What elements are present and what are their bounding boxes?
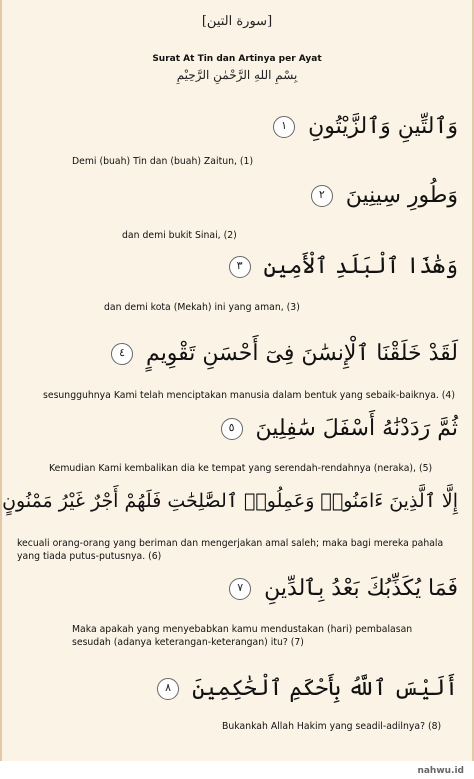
verse-number-marker: ٣ bbox=[229, 256, 251, 278]
verse-2-text: وَطُورِ سِينِينَ bbox=[345, 183, 458, 208]
verse-3-text: وَهَٰذَا ٱلْبَلَدِ ٱلْأَمِينِ bbox=[263, 254, 458, 279]
verse-number-marker: ٢ bbox=[311, 185, 333, 207]
page-subtitle: Surat At Tin dan Artinya per Ayat bbox=[152, 54, 322, 64]
brand-watermark: nahwu.id bbox=[417, 766, 464, 776]
verse-8-arabic bbox=[62, 676, 458, 701]
verse-4-arabic bbox=[62, 341, 458, 366]
verse-8-translation: Bukankah Allah Hakim yang seadil-adilnya? (8) bbox=[222, 721, 442, 732]
verse-6-text: إِلَّا ٱلَّذِينَ ءَامَنُوا۟ وَعَمِلُوا۟ ٱلصَّٰلِحَٰتِ فَلَهُمْ أَجْرٌ غَيْرُ مَمْنُونٍ bbox=[2, 490, 458, 512]
verse-1-translation: Demi (buah) Tin dan (buah) Zaitun, (1) bbox=[72, 156, 254, 167]
verse-7-text: فَمَا يُكَذِّبُكَ بَعْدُ بِٱلدِّينِ bbox=[264, 576, 458, 601]
verse-number-marker: ٤ bbox=[111, 343, 133, 365]
verse-8-text: أَلَيْسَ ٱللَّهُ بِأَحْكَمِ ٱلْحَٰكِمِينَ bbox=[192, 676, 458, 701]
verse-5-translation: Kemudian Kami kembalikan dia ke tempat yang serendah-rendahnya (neraka), (5) bbox=[49, 463, 433, 474]
verse-6-arabic bbox=[2, 490, 458, 513]
basmalah: بِسْمِ اللهِ الرَّحْمٰنِ الرَّحِيْمِ bbox=[176, 68, 298, 82]
verse-5-text: ثُمَّ رَدَدْنَٰهُ أَسْفَلَ سَٰفِلِينَ bbox=[255, 416, 458, 441]
verse-1-text: وَٱلتِّينِ وَٱلزَّيْتُونِ bbox=[308, 114, 458, 139]
verse-7-arabic bbox=[62, 576, 458, 601]
verse-1-arabic bbox=[62, 114, 458, 139]
verse-number-marker: ٧ bbox=[229, 578, 251, 600]
verse-3-arabic bbox=[62, 254, 458, 279]
footer-bar bbox=[0, 761, 474, 779]
verse-4-text: لَقَدْ خَلَقْنَا ٱلْإِنسَٰنَ فِىٓ أَحْسَنِ تَقْوِيمٍ bbox=[146, 341, 458, 366]
verse-number-marker: ٥ bbox=[221, 418, 243, 440]
verse-3-translation: dan demi kota (Mekah) ini yang aman, (3) bbox=[104, 302, 300, 313]
verse-2-arabic bbox=[62, 183, 458, 208]
verse-6-translation: kecuali orang-orang yang beriman dan mengerjakan amal saleh; maka bagi mereka pahala yang tiada putus-putusnya. (6) bbox=[17, 538, 444, 562]
verse-number-marker: ٨ bbox=[157, 678, 179, 700]
surah-arabic-title: [سورة التين] bbox=[201, 14, 273, 29]
verse-4-translation: sesungguhnya Kami telah menciptakan manusia dalam bentuk yang sebaik-baiknya. (4) bbox=[43, 390, 455, 401]
verse-2-translation: dan demi bukit Sinai, (2) bbox=[122, 230, 237, 241]
verse-5-arabic bbox=[62, 416, 458, 441]
verse-number-marker: ١ bbox=[273, 116, 295, 138]
verse-7-translation: Maka apakah yang menyebabkan kamu mendustakan (hari) pembalasan sesudah (adanya keterangan-keterangan) itu? (7) bbox=[72, 624, 413, 648]
